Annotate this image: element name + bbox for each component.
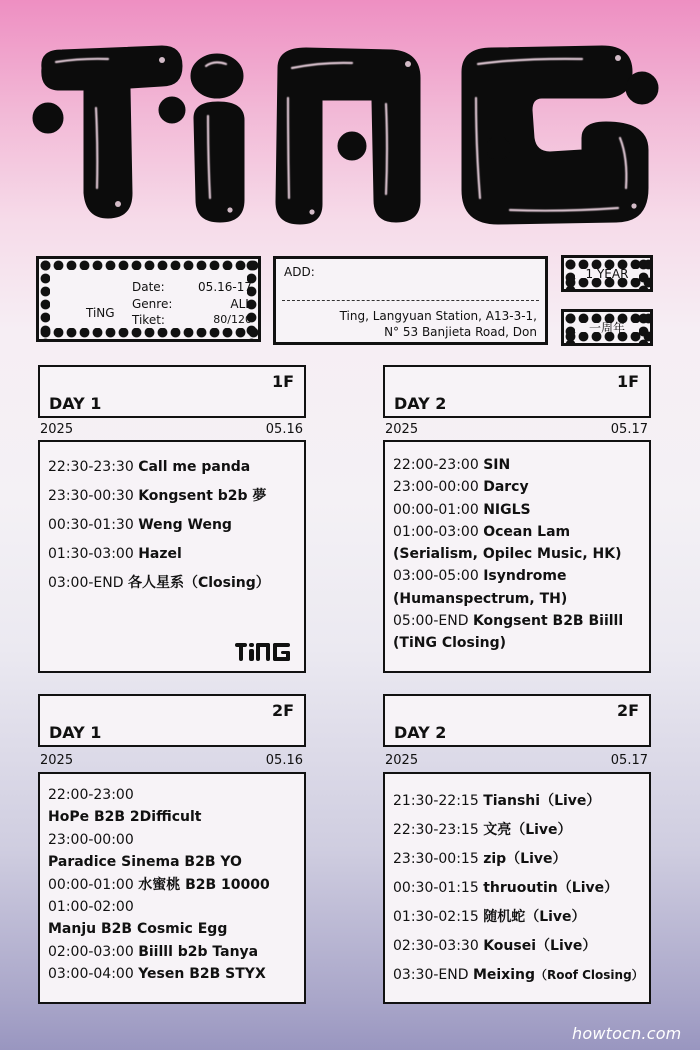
entry-name: 水蜜桃 B2B 10000: [138, 876, 270, 893]
year-label: 2025: [385, 422, 419, 437]
year-label: 2025: [40, 753, 74, 768]
ticket-brand: TiNG: [86, 306, 115, 320]
date-value: 05.16-17: [198, 280, 252, 294]
lineup-entry: [393, 521, 641, 543]
year-label: 2025: [40, 422, 74, 437]
lineup-entry: [48, 511, 296, 540]
logo-letter-t: [33, 46, 185, 218]
entry-name: 文亮（Live）: [483, 822, 572, 838]
entry-name: Kongsent b2b 夢: [138, 488, 267, 504]
entry-name: Tianshi（Live）: [483, 793, 601, 809]
entry-time: 23:30-00:15: [393, 851, 479, 867]
anniversary-text: 一周年: [588, 321, 625, 335]
anniversary-badge: [561, 309, 653, 346]
lineup-entry: [393, 903, 641, 932]
entry-time: 23:00-00:00: [48, 831, 134, 848]
ting-blob-logo: [22, 28, 678, 234]
entry-name: 随机蛇（Live）: [483, 909, 586, 925]
lineup-entry: [393, 610, 641, 632]
lineup-entry: [48, 874, 296, 896]
entry-time: 23:30-00:30: [48, 488, 134, 504]
lineup-entry: [393, 454, 641, 476]
ticket-label: Tiket:: [132, 313, 165, 327]
panel-2f-day2-meta: [383, 753, 651, 770]
entry-time: 03:30-END: [393, 967, 469, 983]
lineup-entry-note: [393, 632, 641, 654]
entry-name: Biilll b2b Tanya: [138, 943, 259, 960]
entry-name: Isyndrome: [483, 568, 567, 585]
lineup-entry: [393, 816, 641, 845]
lineup-entry-note: [393, 588, 641, 610]
address-line-2: N° 53 Banjieta Road, Don: [384, 325, 537, 339]
entry-name: SIN: [483, 457, 511, 473]
entry-name: (TiNG Closing): [393, 635, 507, 652]
entry-time: 02:30-03:30: [393, 938, 479, 954]
entry-name: Weng Weng: [138, 517, 232, 533]
panel-1f-day1-lineup: [38, 440, 306, 673]
entry-time: 00:00-01:00: [48, 876, 134, 893]
date-label: 05.17: [610, 753, 648, 768]
panel-2f-day2-lineup: [383, 772, 651, 1004]
lineup-entry: [393, 932, 641, 961]
panel-1f-day2-lineup: [383, 440, 651, 673]
panel-1f-day2-meta: [383, 422, 651, 439]
logo-letter-i: [191, 54, 244, 222]
floor-label: 1F: [616, 372, 639, 391]
entry-time: 02:00-03:00: [48, 943, 134, 960]
entry-name: Darcy: [483, 479, 529, 496]
entry-time: 01:30-03:00: [48, 546, 134, 562]
lineup-entry-note: [48, 851, 296, 873]
lineup-entry: [48, 453, 296, 482]
lineup-entry-note: [48, 806, 296, 828]
address-box: [273, 256, 548, 345]
entry-time: 05:00-END: [393, 613, 469, 630]
ticket-card: [36, 256, 261, 342]
entry-name: Kousei（Live）: [483, 938, 597, 954]
lineup-entry: [48, 963, 296, 985]
date-label: 05.17: [610, 422, 648, 437]
date-label: Date:: [132, 280, 165, 294]
panel-1f-day1-header: [38, 365, 306, 418]
ticket-info: [132, 279, 252, 329]
day-label: DAY 1: [49, 723, 102, 742]
entry-time: 00:30-01:30: [48, 517, 134, 533]
entry-time: 00:30-01:15: [393, 880, 479, 896]
panel-2f-day1-lineup: [38, 772, 306, 1004]
entry-time: 21:30-22:15: [393, 793, 479, 809]
year-label: 2025: [385, 753, 419, 768]
lineup-entry: [393, 961, 644, 990]
entry-name: Meixing: [472, 967, 535, 983]
floor-label: 2F: [271, 701, 294, 720]
date-label: 05.16: [265, 753, 303, 768]
day-label: DAY 2: [394, 723, 447, 742]
floor-label: 2F: [616, 701, 639, 720]
day-label: DAY 1: [49, 394, 102, 413]
address-line-1: Ting, Langyuan Station, A13-3-1,: [339, 309, 537, 323]
lineup-entry: [393, 874, 641, 903]
panel-1f-day1-meta: [38, 422, 306, 439]
entry-name: Ocean Lam: [483, 523, 571, 540]
logo-letter-n: [276, 48, 420, 224]
panel-2f-day1-meta: [38, 753, 306, 770]
entry-time: 22:30-23:15: [393, 822, 479, 838]
lineup-entry: [48, 896, 296, 918]
lineup-entry: [393, 499, 641, 521]
logo-text: TiNG: [22, 28, 25, 29]
lineup-entry: [393, 565, 641, 587]
address-divider: [282, 300, 539, 301]
lineup-entry-note: [393, 543, 641, 565]
one-year-badge: [561, 255, 653, 292]
entry-note: （Roof Closing）: [535, 968, 644, 982]
entry-name: (Humanspectrum, TH): [393, 590, 568, 607]
entry-name: Yesen B2B STYX: [138, 966, 266, 983]
lineup-entry: [48, 941, 296, 963]
entry-name: thruoutin（Live）: [483, 880, 619, 896]
genre-label: Genre:: [132, 296, 173, 311]
logo-letter-g: [462, 46, 658, 224]
lineup-entry: [48, 482, 296, 511]
genre-value: ALL: [230, 296, 252, 311]
entry-time: 01:00-03:00: [393, 523, 479, 540]
entry-time: 03:00-05:00: [393, 568, 479, 585]
one-year-text: 1 YEAR: [585, 266, 629, 281]
entry-name: Manju B2B Cosmic Egg: [48, 921, 228, 938]
entry-time: 00:00-01:00: [393, 501, 479, 518]
entry-time: 01:00-02:00: [48, 899, 134, 916]
entry-name: NIGLS: [483, 501, 531, 518]
entry-time: 23:00-00:00: [393, 479, 479, 496]
entry-name: Call me panda: [138, 459, 251, 475]
lineup-entry: [393, 787, 641, 816]
entry-name: zip（Live）: [483, 851, 567, 867]
lineup-entry-note: [48, 918, 296, 940]
entry-name: Hazel: [138, 546, 182, 562]
lineup-entry: [393, 476, 641, 498]
panel-1f-day2-header: [383, 365, 651, 418]
panel-2f-day1-header: [38, 694, 306, 747]
lineup-entry: [393, 845, 641, 874]
entry-time: 22:30-23:30: [48, 459, 134, 475]
entry-time: 22:00-23:00: [393, 457, 479, 473]
entry-time: 01:30-02:15: [393, 909, 479, 925]
date-label: 05.16: [265, 422, 303, 437]
entry-name: HoPe B2B 2Difficult: [48, 809, 202, 826]
entry-name: Kongsent B2B Biilll: [472, 613, 624, 630]
floor-label: 1F: [271, 372, 294, 391]
entry-name: (Serialism, Opilec Music, HK): [393, 546, 622, 563]
site-watermark: howtocn.com: [572, 1024, 682, 1043]
lineup-entry: [48, 829, 296, 851]
entry-name: 各人星系（Closing）: [127, 575, 270, 591]
entry-name: Paradice Sinema B2B YO: [48, 854, 242, 871]
lineup-entry: [48, 540, 296, 569]
entry-time: 03:00-04:00: [48, 966, 134, 983]
lineup-entry: [48, 784, 296, 806]
day-label: DAY 2: [394, 394, 447, 413]
ticket-value: 80/120: [213, 313, 252, 326]
panel-2f-day2-header: [383, 694, 651, 747]
ting-mini-logo: [234, 641, 292, 663]
entry-time: 03:00-END: [48, 575, 124, 591]
lineup-entry: [48, 569, 296, 598]
address-label: ADD:: [284, 265, 315, 279]
entry-time: 22:00-23:00: [48, 787, 134, 803]
